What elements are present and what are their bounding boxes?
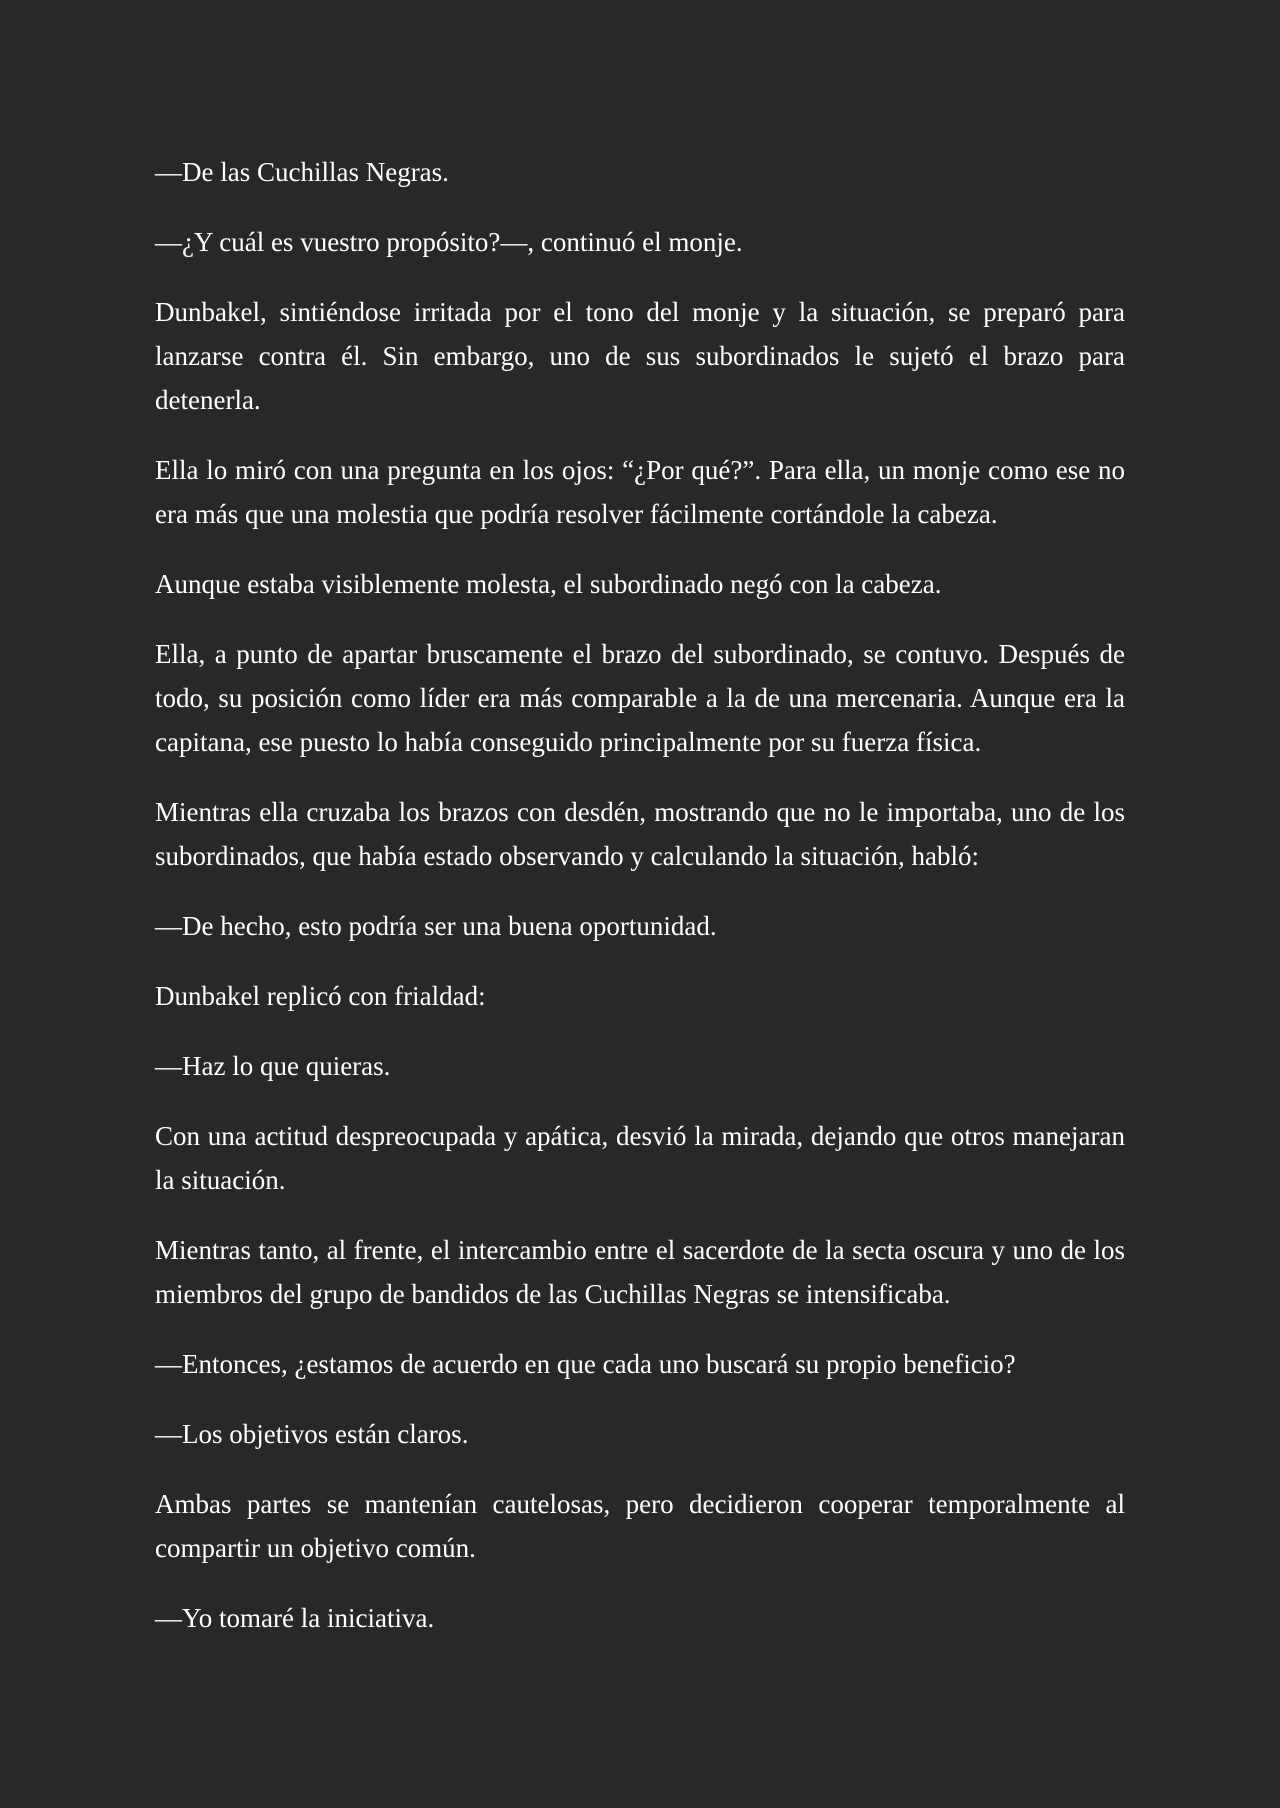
paragraph: Aunque estaba visiblemente molesta, el subordinado negó con la cabeza. xyxy=(155,569,942,599)
paragraph: —Los objetivos están claros. xyxy=(155,1419,469,1449)
paragraph: —Haz lo que quieras. xyxy=(155,1051,391,1081)
paragraph: Dunbakel, sintiéndose irritada por el tono del monje y la situación, se preparó para lanzarse contra él. Sin embargo, uno de sus subordinados le sujetó el brazo para detenerla. xyxy=(155,297,1125,415)
paragraph: Mientras ella cruzaba los brazos con desdén, mostrando que no le importaba, uno de los subordinados, que había estado observando y calculando la situación, habló: xyxy=(155,797,1125,871)
paragraph: Ambas partes se mantenían cautelosas, pero decidieron cooperar temporalmente al compartir un objetivo común. xyxy=(155,1489,1125,1563)
paragraph: —De las Cuchillas Negras. xyxy=(155,157,449,187)
paragraph: Ella lo miró con una pregunta en los ojos: “¿Por qué?”. Para ella, un monje como ese no era más que una molestia que podría resolver fácilmente cortándole la cabeza. xyxy=(155,455,1125,529)
paragraph: Con una actitud despreocupada y apática, desvió la mirada, dejando que otros manejaran la situación. xyxy=(155,1121,1125,1195)
paragraph: Ella, a punto de apartar bruscamente el brazo del subordinado, se contuvo. Después de todo, su posición como líder era más comparable a la de una mercenaria. Aunque era la capitana, ese puesto lo había conseguido principalmente por su fuerza física. xyxy=(155,639,1125,757)
paragraph: Mientras tanto, al frente, el intercambio entre el sacerdote de la secta oscura y uno de los miembros del grupo de bandidos de las Cuchillas Negras se intensificaba. xyxy=(155,1235,1125,1309)
paragraph: —Entonces, ¿estamos de acuerdo en que cada uno buscará su propio beneficio? xyxy=(155,1349,1016,1379)
paragraph: Dunbakel replicó con frialdad: xyxy=(155,981,486,1011)
paragraph: —De hecho, esto podría ser una buena oportunidad. xyxy=(155,911,717,941)
paragraph: —Yo tomaré la iniciativa. xyxy=(155,1603,435,1633)
paragraph: —¿Y cuál es vuestro propósito?—, continuó el monje. xyxy=(155,227,743,257)
